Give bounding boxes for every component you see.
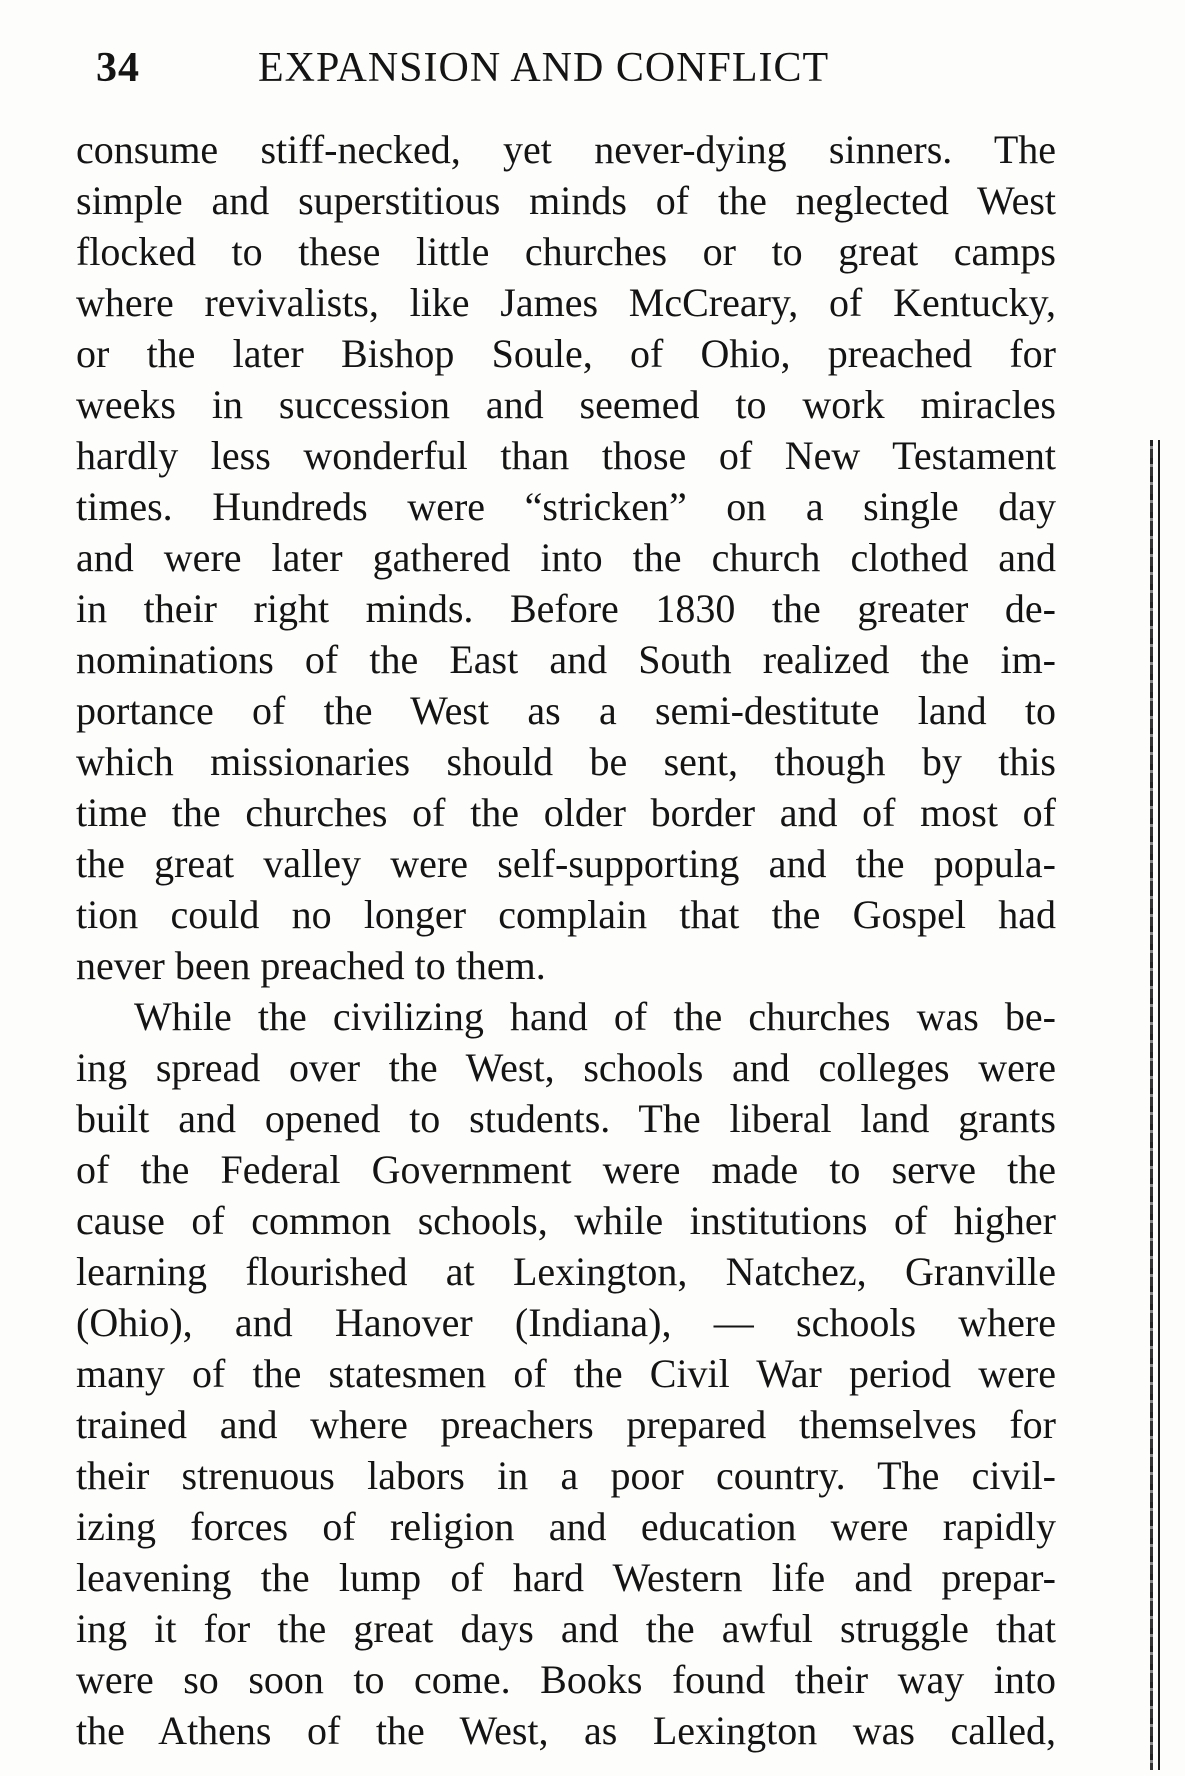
text-line: trained and where preachers prepared themselves for [76,1402,1056,1447]
text-line: the great valley were self-supporting and the popula- [76,841,1056,886]
text-line: and were later gathered into the church clothed and [76,535,1056,580]
text-line: of the Federal Government were made to serve the [76,1147,1056,1192]
text-line: tion could no longer complain that the Gospel had [76,892,1056,937]
text-line: times. Hundreds were “stricken” on a single day [76,484,1056,529]
text-line: in their right minds. Before 1830 the greater de- [76,586,1056,631]
text-line: (Ohio), and Hanover (Indiana), — schools where [76,1300,1056,1345]
text-line: consume stiff-necked, yet never-dying sinners. The [76,127,1056,172]
page-edge-shadow [1150,440,1153,1770]
text-line: learning flourished at Lexington, Natchez, Granville [76,1249,1056,1294]
text-line: or the later Bishop Soule, of Ohio, preached for [76,331,1056,376]
text-line: were so soon to come. Books found their way into [76,1657,1056,1702]
text-line: flocked to these little churches or to great camps [76,229,1056,274]
text-line: their strenuous labors in a poor country. The civil- [76,1453,1056,1498]
text-line: portance of the West as a semi-destitute land to [76,688,1056,733]
paragraph-first-line: While the civilizing hand of the churches was be- [134,994,1056,1039]
text-line: ing spread over the West, schools and colleges were [76,1045,1056,1090]
running-head: EXPANSION AND CONFLICT [258,45,830,91]
text-line: ing it for the great days and the awful struggle that [76,1606,1056,1651]
page-header [96,44,1046,104]
text-line: the Athens of the West, as Lexington was called, [76,1708,1056,1753]
body-text [76,124,1056,1756]
text-line: time the churches of the older border and of most of [76,790,1056,835]
text-line: weeks in succession and seemed to work miracles [76,382,1056,427]
text-line: which missionaries should be sent, though by this [76,739,1056,784]
text-line: many of the statesmen of the Civil War period were [76,1351,1056,1396]
text-line: cause of common schools, while institutions of higher [76,1198,1056,1243]
text-line: simple and superstitious minds of the neglected West [76,178,1056,223]
text-line: izing forces of religion and education were rapidly [76,1504,1056,1549]
page-number: 34 [96,45,140,91]
paragraph-last-line: never been preached to them. [76,943,546,988]
text-line: nominations of the East and South realized the im- [76,637,1056,682]
page-edge-line [1158,440,1160,1770]
text-line: where revivalists, like James McCreary, of Kentucky, [76,280,1056,325]
text-line: built and opened to students. The liberal land grants [76,1096,1056,1141]
text-line: leavening the lump of hard Western life and prepar- [76,1555,1056,1600]
text-line: hardly less wonderful than those of New Testament [76,433,1056,478]
